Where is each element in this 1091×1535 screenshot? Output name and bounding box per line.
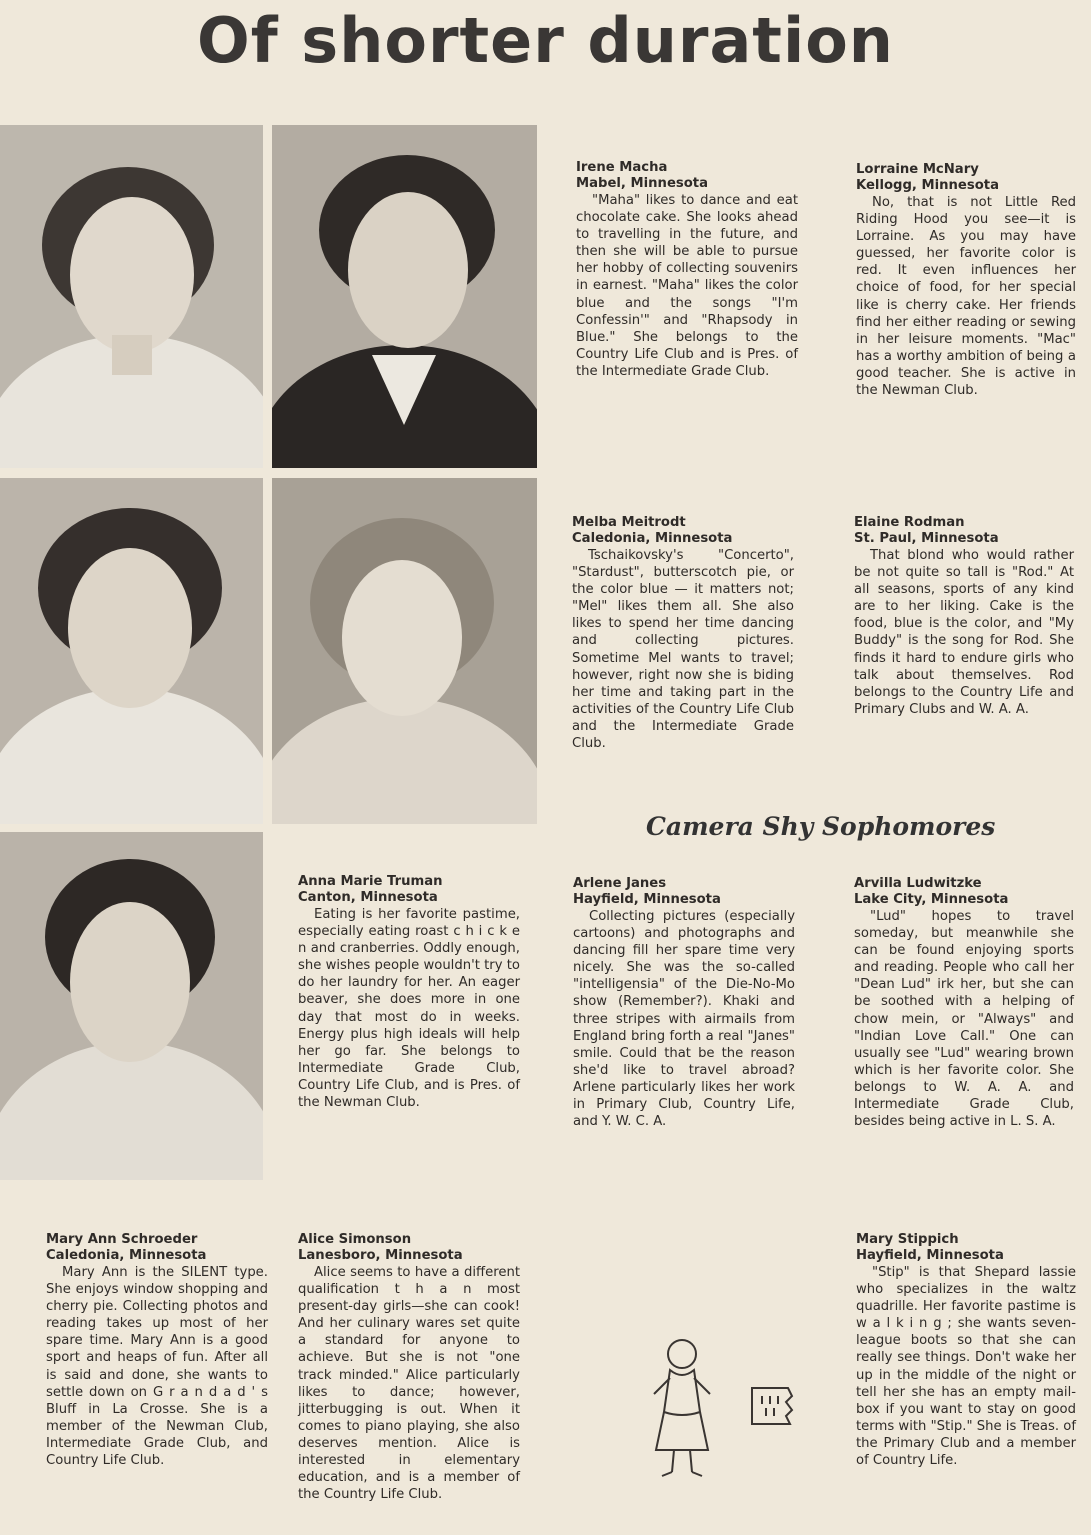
student-name: Mary Ann Schroeder bbox=[46, 1232, 198, 1247]
bio-anna-marie-truman bbox=[298, 874, 520, 1111]
page-title: Of shorter duration bbox=[197, 4, 894, 77]
student-name: Elaine Rodman bbox=[854, 515, 965, 530]
portrait-photo-lorraine bbox=[272, 125, 537, 468]
student-hometown: Hayfield, Minnesota bbox=[856, 1248, 1004, 1263]
student-description: Mary Ann is the SILENT type. She enjoys window shopping and cherry pie. Collecting photos and reading takes up most of her spare time. Mary Ann is a good sport and heaps of fun. After all is said and done, she wants to settle down on G r a n d a d ' s Bluff in La Crosse. She is a member of the Newman Club, Intermediate Grade Club, and Country Life Club. bbox=[46, 1265, 268, 1469]
girl-with-mailbox-illustration bbox=[640, 1332, 810, 1482]
student-description: Eating is her favorite pastime, especially eating roast c h i c k e n and cranberries. Oddly enough, she wishes people wouldn't try to do her laundry for her. An eager beaver, she does more in one day that most do in weeks. Energy plus high ideals will help her go far. She belongs to Intermediate Grade Club, Country Life Club, and is Pres. of the Newman Club. bbox=[298, 907, 520, 1111]
student-name: Arvilla Ludwitzke bbox=[854, 876, 982, 891]
student-name: Arlene Janes bbox=[573, 876, 667, 891]
doodle-legs bbox=[672, 1450, 692, 1472]
student-description: "Stip" is that Shepard lassie who specializes in the waltz quadrille. Her favorite pastime is w a l k i n g ; she wants seven-league boots so that she can really see things. Don't wake her up in the middle of the night or tell her she has an empty mail-box if you want to stay on good terms with "Stip." She is Treas. of the Primary Club and a member of Country Life. bbox=[856, 1265, 1076, 1469]
student-description: "Maha" likes to dance and eat chocolate cake. She looks ahead to travelling in the future, and then she will be able to pursue her hobby of collecting souvenirs in earnest. "Maha" likes the color blue and the songs "I'm Confessin'" and "Rhapsody in Blue." She belongs to the Country Life Club and is Pres. of the Intermediate Grade Club. bbox=[576, 193, 798, 379]
doodle-body bbox=[664, 1370, 700, 1415]
portrait-photo-anna bbox=[0, 832, 263, 1180]
student-name: Anna Marie Truman bbox=[298, 874, 443, 889]
doodle-arms bbox=[654, 1378, 710, 1394]
student-hometown: St. Paul, Minnesota bbox=[854, 531, 999, 546]
portrait-photo-melba bbox=[0, 478, 263, 824]
bio-arvilla-ludwitzke bbox=[854, 876, 1074, 1130]
bio-lorraine-mcnary bbox=[856, 162, 1076, 399]
student-hometown: Hayfield, Minnesota bbox=[573, 892, 721, 907]
student-description: Collecting pictures (especially cartoons) and photographs and dancing fill her spare time very nicely. She was the so-called "intelligensia" of the Die-No-Mo show (Remember?). Khaki and three stripes with airmails from England bring forth a real "Janes" smile. Could that be the reason she'd like to travel abroad? Arlene particularly likes her work in Primary Club, Country Life, and Y. W. C. A. bbox=[573, 909, 795, 1130]
doodle-skirt bbox=[656, 1412, 708, 1450]
bio-alice-simonson bbox=[298, 1232, 520, 1503]
bio-mary-ann-schroeder bbox=[46, 1232, 268, 1469]
student-hometown: Caledonia, Minnesota bbox=[572, 531, 733, 546]
student-hometown: Kellogg, Minnesota bbox=[856, 178, 999, 193]
student-hometown: Canton, Minnesota bbox=[298, 890, 438, 905]
student-description: "Lud" hopes to travel someday, but meanwhile she can be found enjoying sports and reading. People who call her "Dean Lud" irk her, but she can be soothed with a helping of chow mein, or "Always" and "Indian Love Call." One can usually see "Lud" wearing brown which is her favorite color. She belongs to W. A. A. and Intermediate Grade Club, besides being active in L. S. A. bbox=[854, 909, 1074, 1130]
mailbox-lines bbox=[762, 1396, 778, 1416]
portrait-photo-elaine bbox=[272, 478, 537, 824]
bio-arlene-janes bbox=[573, 876, 795, 1130]
student-description: Tschaikovsky's "Concerto", "Stardust", butterscotch pie, or the color blue — it matters not; "Mel" likes them all. She also likes to spend her time dancing and collecting pictures. Sometime Mel wants to travel; however, right now she is biding her time and taking part in the activities of the Country Life Club and the Intermediate Grade Club. bbox=[572, 548, 794, 752]
student-name: Alice Simonson bbox=[298, 1232, 412, 1247]
student-hometown: Mabel, Minnesota bbox=[576, 176, 709, 191]
student-description: That blond who would rather be not quite so tall is "Rod." At all seasons, sports of any kind are to her liking. Cake is the food, blue is the color, and "My Buddy" is the song for Rod. She finds it hard to endure girls who talk about themselves. Rod belongs to the Country Life and Primary Clubs and W. A. A. bbox=[854, 548, 1074, 717]
portrait-photo-irene bbox=[0, 125, 263, 468]
bio-melba-meitrodt bbox=[572, 515, 794, 752]
student-hometown: Lake City, Minnesota bbox=[854, 892, 1009, 907]
student-name: Melba Meitrodt bbox=[572, 515, 686, 530]
doodle-feet bbox=[662, 1472, 702, 1476]
mailbox-icon bbox=[752, 1388, 792, 1424]
student-description: No, that is not Little Red Riding Hood you see—it is Lorraine. As you may have guessed, her favorite color is red. It even influences her choice of food, for her special like is cherry cake. Her friends find her either reading or sewing in her leisure moments. "Mac" has a worthy ambition of being a good teacher. She is active in the Newman Club. bbox=[856, 195, 1076, 399]
bio-irene-macha bbox=[576, 160, 798, 380]
student-hometown: Caledonia, Minnesota bbox=[46, 1248, 207, 1263]
student-name: Lorraine McNary bbox=[856, 162, 979, 177]
bio-mary-stippich bbox=[856, 1232, 1076, 1469]
student-hometown: Lanesboro, Minnesota bbox=[298, 1248, 463, 1263]
section-heading: Camera Shy Sophomores bbox=[646, 812, 996, 841]
student-name: Mary Stippich bbox=[856, 1232, 959, 1247]
doodle-head bbox=[668, 1340, 696, 1368]
student-description: Alice seems to have a different qualification t h a n most present-day girls—she can cook! And her culinary wares set quite a standard for anyone to achieve. But she is not "one track minded." Alice particularly likes to dance; however, jitterbugging is out. When it comes to piano playing, she also deserves mention. Alice is interested in elementary education, and is a member of the Country Life Club. bbox=[298, 1265, 520, 1503]
bio-elaine-rodman bbox=[854, 515, 1074, 718]
student-name: Irene Macha bbox=[576, 160, 668, 175]
